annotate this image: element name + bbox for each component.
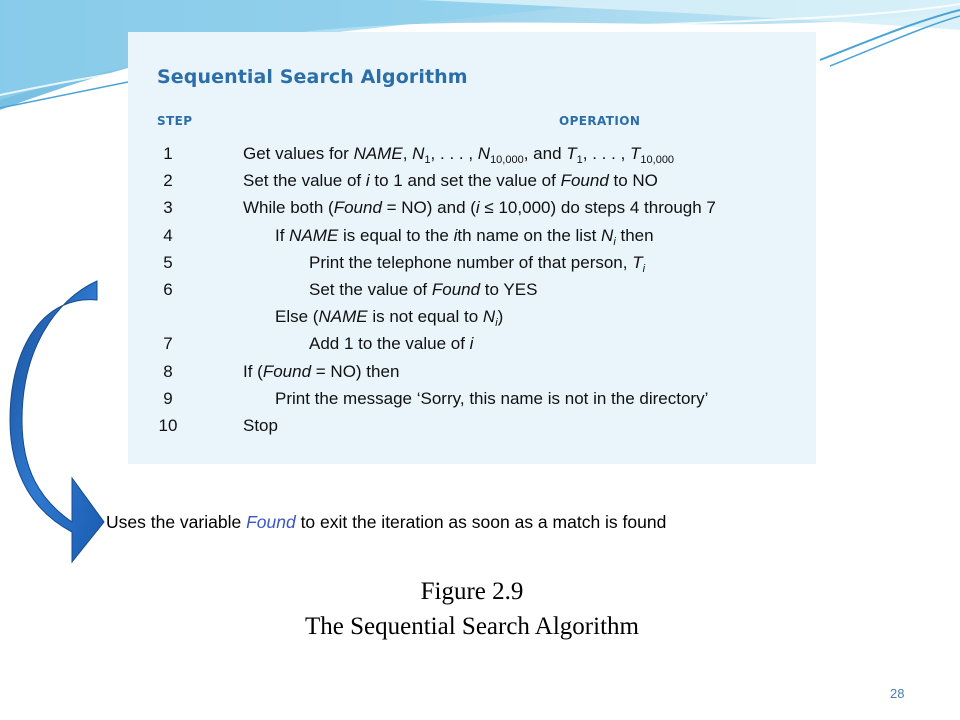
step-column-header: STEP — [157, 114, 193, 128]
algorithm-panel — [128, 32, 816, 464]
step-number: 7 — [163, 334, 173, 354]
step-operation: Set the value of Found to YES — [309, 280, 538, 299]
step-number: 3 — [163, 198, 173, 218]
figure-title: The Sequential Search Algorithm — [305, 613, 639, 640]
note-text-before: Uses the variable — [106, 512, 247, 532]
step-operation: Stop — [243, 416, 278, 435]
annotation-note — [106, 512, 666, 533]
note-text-after: to exit the iteration as soon as a match is found — [295, 512, 667, 532]
curved-arrow-icon — [10, 281, 104, 562]
algorithm-step-row — [128, 330, 816, 357]
algorithm-step-row — [128, 303, 816, 330]
algorithm-step-row — [128, 358, 816, 385]
algorithm-step-row — [128, 412, 816, 439]
algorithm-step-row — [128, 140, 816, 167]
algorithm-step-row — [128, 194, 816, 221]
step-operation: Print the message ‘Sorry, this name is not in the directory’ — [275, 388, 709, 408]
operation-column-header: OPERATION — [559, 114, 641, 128]
step-number: 2 — [163, 171, 173, 191]
step-number: 1 — [163, 144, 173, 163]
algorithm-step-row — [128, 385, 816, 412]
step-operation: Add 1 to the value of i — [309, 334, 474, 354]
step-operation: If NAME is equal to the ith name on the list $N_i$ then — [275, 225, 654, 248]
algorithm-step-row — [128, 222, 816, 249]
note-highlight: Found — [246, 512, 296, 532]
figure-number: Figure 2.9 — [420, 578, 524, 605]
algorithm-step-row — [128, 249, 816, 276]
step-number: 6 — [163, 280, 173, 299]
step-operation: Get values for NAME, $N_1$, . . . , $N_{10,000}$, and $T_1$, . . . , $T_{10,000}$ — [243, 144, 675, 166]
step-number: 10 — [158, 416, 178, 435]
algorithm-step-row — [128, 276, 816, 303]
algorithm-step-row — [128, 167, 816, 194]
step-operation: Else (NAME is not equal to $N_i$) — [275, 307, 504, 330]
step-operation: Set the value of i to 1 and set the value of Found to NO — [243, 171, 658, 191]
step-number: 8 — [163, 361, 173, 381]
step-number: 5 — [163, 252, 173, 272]
step-operation: If (Found = NO) then — [243, 361, 400, 381]
page-number: 28 — [890, 686, 905, 701]
step-number: 4 — [163, 225, 173, 245]
step-number: 9 — [163, 388, 173, 408]
step-operation: While both (Found = NO) and (i ≤ 10,000) do steps 4 through 7 — [243, 198, 716, 218]
panel-title: Sequential Search Algorithm — [157, 66, 468, 88]
step-operation: Print the telephone number of that person, $T_i$ — [309, 252, 646, 275]
